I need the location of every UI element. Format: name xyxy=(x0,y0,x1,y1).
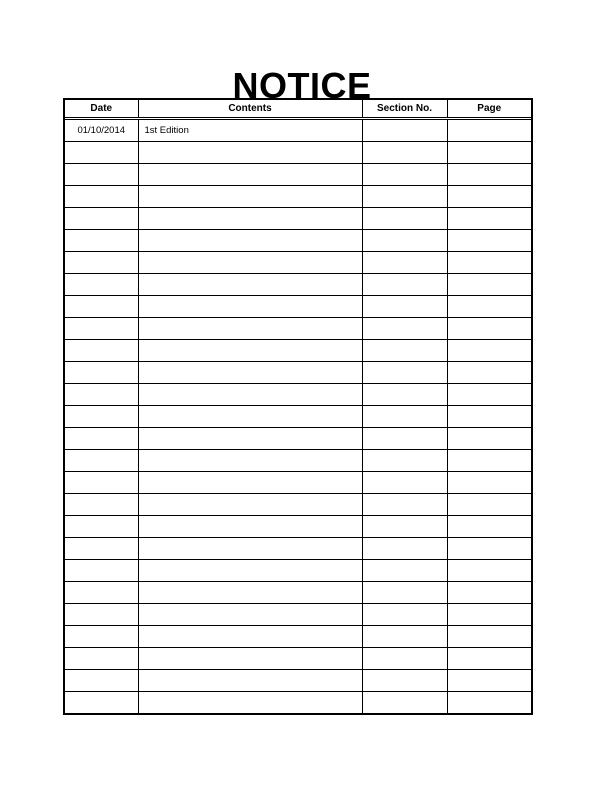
page-cell xyxy=(447,538,531,560)
contents-cell xyxy=(138,362,362,384)
section-no-cell xyxy=(362,296,447,318)
section-no-cell xyxy=(362,274,447,296)
page-cell xyxy=(447,340,531,362)
page-cell xyxy=(447,516,531,538)
table-row xyxy=(65,318,531,340)
page-cell xyxy=(447,296,531,318)
page-cell xyxy=(447,450,531,472)
section-no-cell xyxy=(362,340,447,362)
table-header-row xyxy=(65,100,531,119)
contents-cell xyxy=(138,472,362,494)
table-row xyxy=(65,142,531,164)
date-cell xyxy=(65,230,138,252)
table-row xyxy=(65,252,531,274)
page-cell xyxy=(447,318,531,340)
table-row xyxy=(65,406,531,428)
contents-cell xyxy=(138,208,362,230)
contents-cell xyxy=(138,670,362,692)
contents-cell xyxy=(138,604,362,626)
contents-cell xyxy=(138,274,362,296)
table-row xyxy=(65,296,531,318)
page-cell xyxy=(447,406,531,428)
contents-cell xyxy=(138,626,362,648)
page-cell xyxy=(447,164,531,186)
contents-cell xyxy=(138,450,362,472)
table-row xyxy=(65,450,531,472)
contents-cell: 1st Edition xyxy=(138,119,362,142)
page-cell xyxy=(447,472,531,494)
section-no-cell xyxy=(362,560,447,582)
date-cell xyxy=(65,626,138,648)
contents-cell xyxy=(138,582,362,604)
revision-table-body xyxy=(65,100,531,713)
contents-cell xyxy=(138,648,362,670)
section-no-cell xyxy=(362,494,447,516)
section-no-cell xyxy=(362,626,447,648)
table-row xyxy=(65,119,531,142)
page-cell xyxy=(447,208,531,230)
contents-cell xyxy=(138,406,362,428)
section-no-cell xyxy=(362,164,447,186)
date-cell xyxy=(65,252,138,274)
contents-cell xyxy=(138,384,362,406)
section-no-cell xyxy=(362,142,447,164)
section-no-cell xyxy=(362,428,447,450)
page-cell xyxy=(447,648,531,670)
section-no-cell xyxy=(362,406,447,428)
date-cell xyxy=(65,274,138,296)
table-row xyxy=(65,692,531,714)
section-no-cell xyxy=(362,208,447,230)
section-no-cell xyxy=(362,450,447,472)
page-cell xyxy=(447,230,531,252)
table-row xyxy=(65,472,531,494)
table-row xyxy=(65,384,531,406)
section-no-cell xyxy=(362,186,447,208)
table-row xyxy=(65,340,531,362)
page-cell xyxy=(447,670,531,692)
date-cell xyxy=(65,692,138,714)
contents-cell xyxy=(138,692,362,714)
column-header-section-no: Section No. xyxy=(362,100,447,119)
section-no-cell xyxy=(362,692,447,714)
date-cell xyxy=(65,296,138,318)
table-row xyxy=(65,670,531,692)
date-cell xyxy=(65,340,138,362)
column-header-date: Date xyxy=(65,100,138,119)
page-cell xyxy=(447,494,531,516)
date-cell xyxy=(65,362,138,384)
page-cell xyxy=(447,119,531,142)
contents-cell xyxy=(138,230,362,252)
date-cell xyxy=(65,428,138,450)
contents-cell xyxy=(138,560,362,582)
contents-cell xyxy=(138,538,362,560)
section-no-cell xyxy=(362,538,447,560)
table-row xyxy=(65,230,531,252)
section-no-cell xyxy=(362,582,447,604)
section-no-cell xyxy=(362,119,447,142)
contents-cell xyxy=(138,142,362,164)
date-cell xyxy=(65,164,138,186)
table-row xyxy=(65,648,531,670)
section-no-cell xyxy=(362,670,447,692)
date-cell xyxy=(65,494,138,516)
contents-cell xyxy=(138,428,362,450)
column-header-page: Page xyxy=(447,100,531,119)
table-row xyxy=(65,604,531,626)
section-no-cell xyxy=(362,252,447,274)
date-cell xyxy=(65,516,138,538)
page-cell xyxy=(447,186,531,208)
column-header-contents: Contents xyxy=(138,100,362,119)
table-row xyxy=(65,164,531,186)
date-cell xyxy=(65,450,138,472)
section-no-cell xyxy=(362,472,447,494)
contents-cell xyxy=(138,318,362,340)
date-cell xyxy=(65,318,138,340)
section-no-cell xyxy=(362,318,447,340)
table-row xyxy=(65,582,531,604)
section-no-cell xyxy=(362,604,447,626)
section-no-cell xyxy=(362,362,447,384)
table-row xyxy=(65,626,531,648)
table-row xyxy=(65,516,531,538)
date-cell xyxy=(65,604,138,626)
date-cell xyxy=(65,538,138,560)
section-no-cell xyxy=(362,384,447,406)
date-cell xyxy=(65,186,138,208)
date-cell xyxy=(65,560,138,582)
date-cell xyxy=(65,472,138,494)
page-cell xyxy=(447,274,531,296)
table-row xyxy=(65,494,531,516)
contents-cell xyxy=(138,340,362,362)
date-cell xyxy=(65,670,138,692)
date-cell xyxy=(65,582,138,604)
page-cell xyxy=(447,252,531,274)
table-row xyxy=(65,208,531,230)
contents-cell xyxy=(138,164,362,186)
contents-cell xyxy=(138,296,362,318)
date-cell xyxy=(65,142,138,164)
table-row xyxy=(65,428,531,450)
contents-cell xyxy=(138,186,362,208)
contents-cell xyxy=(138,494,362,516)
date-cell: 01/10/2014 xyxy=(77,125,126,136)
page-title: NOTICE xyxy=(232,65,372,107)
page-cell xyxy=(447,362,531,384)
revision-table xyxy=(65,100,531,713)
page-cell xyxy=(447,428,531,450)
date-cell xyxy=(65,384,138,406)
page-cell xyxy=(447,142,531,164)
date-cell xyxy=(65,648,138,670)
table-row xyxy=(65,538,531,560)
date-cell xyxy=(65,406,138,428)
section-no-cell xyxy=(362,516,447,538)
contents-cell xyxy=(138,252,362,274)
table-row xyxy=(65,186,531,208)
page-cell xyxy=(447,384,531,406)
page-cell xyxy=(447,560,531,582)
date-cell xyxy=(65,208,138,230)
page-cell xyxy=(447,692,531,714)
page-cell xyxy=(447,582,531,604)
section-no-cell xyxy=(362,648,447,670)
page-cell xyxy=(447,626,531,648)
section-no-cell xyxy=(362,230,447,252)
table-row xyxy=(65,362,531,384)
notice-table-frame xyxy=(63,98,533,715)
table-row xyxy=(65,560,531,582)
contents-cell xyxy=(138,516,362,538)
page-cell xyxy=(447,604,531,626)
table-row xyxy=(65,274,531,296)
